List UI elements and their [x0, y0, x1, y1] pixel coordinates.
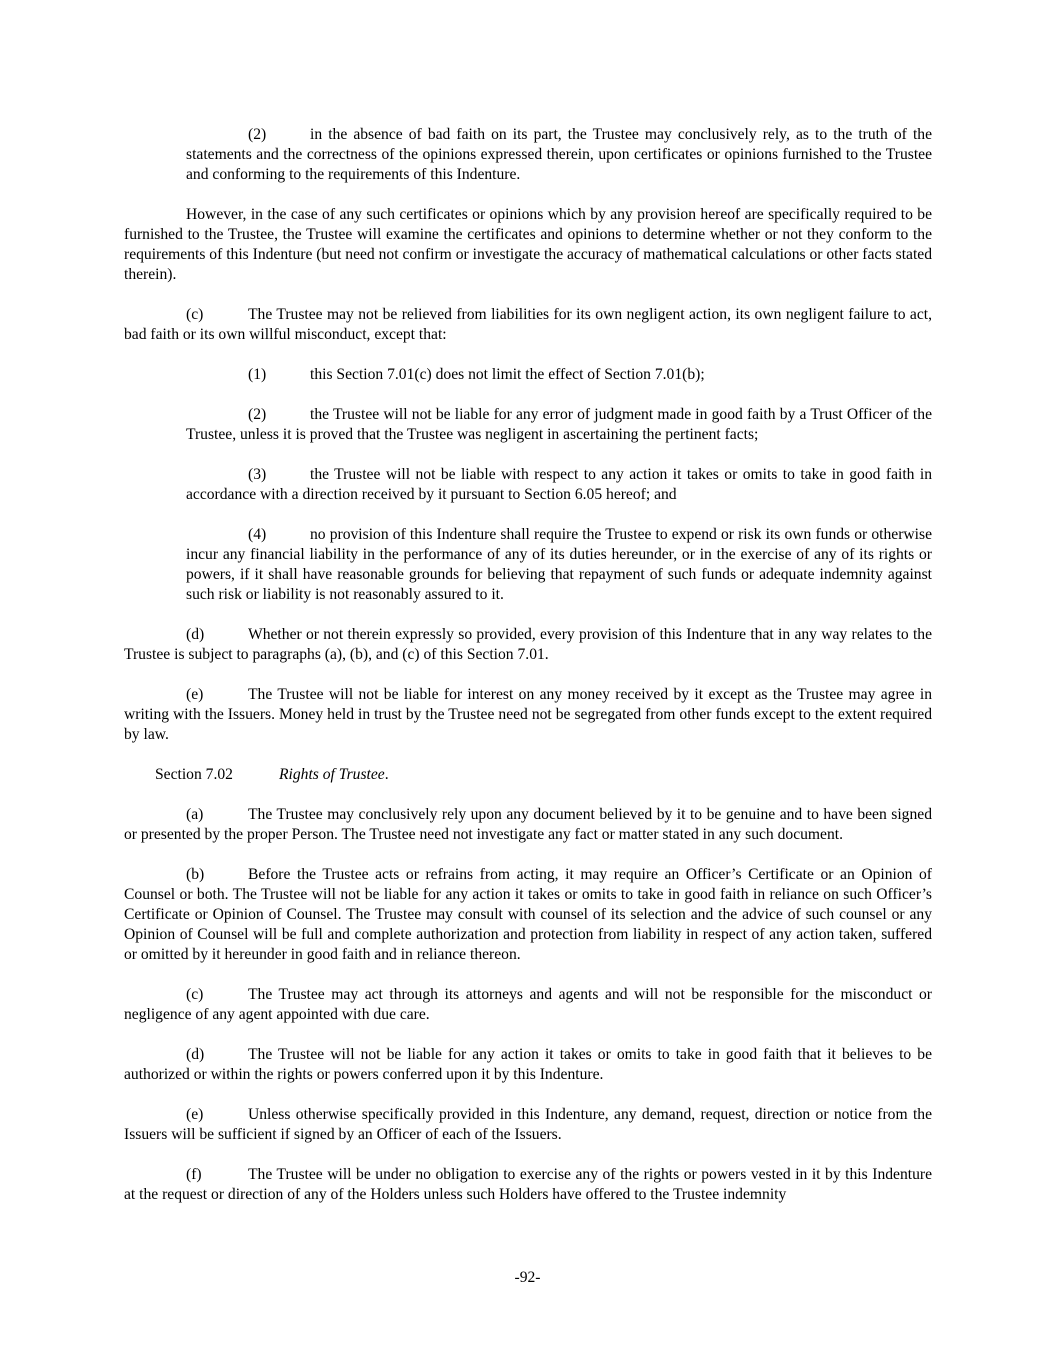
clause-e-tag: (e)	[186, 686, 204, 703]
rights-c-paragraph	[124, 985, 932, 1025]
clause-2-paragraph	[186, 125, 932, 185]
clause-2-tag: (2)	[248, 126, 267, 143]
rights-d-tag: (d)	[186, 1046, 205, 1063]
rights-a-text: The Trustee may conclusively rely upon any document believed by it to be genuine and to have been signed or presented by the proper Person. The Trustee need not investigate any fact or matter stated in any such document.	[124, 806, 932, 843]
clause-c1-text: this Section 7.01(c) does not limit the effect of Section 7.01(b);	[310, 366, 705, 383]
clause-c4-text: no provision of this Indenture shall require the Trustee to expend or risk its own funds or otherwise incur any financial liability in the performance of any of its duties hereunder, or in the exercise of any of its rights or powers, if it shall have reasonable grounds for believing that repayment of such funds or adequate indemnity against such risk or liability is not reasonably assured to it.	[186, 526, 932, 603]
clause-e-text: The Trustee will not be liable for interest on any money received by it except as the Trustee may agree in writing with the Issuers. Money held in trust by the Trustee need not be segregated from other funds except to the extent required by law.	[124, 686, 932, 743]
rights-b-tag: (b)	[186, 866, 205, 883]
page-number: -92-	[514, 1269, 541, 1286]
rights-e-text: Unless otherwise specifically provided in this Indenture, any demand, request, direction or notice from the Issuers will be sufficient if signed by an Officer of each of the Issuers.	[124, 1106, 932, 1143]
section-heading	[155, 765, 932, 785]
clause-c3-tag: (3)	[248, 466, 267, 483]
clause-2-text: in the absence of bad faith on its part, the Trustee may conclusively rely, as to the truth of the statements and the correctness of the opinions expressed therein, upon certificates or opinions furnished to the Trustee and conforming to the requirements of this Indenture.	[186, 126, 932, 183]
section-title: Rights of Trustee	[279, 766, 385, 783]
clause-c2-paragraph	[186, 405, 932, 445]
clause-e-paragraph	[124, 685, 932, 745]
clause-c3-paragraph	[186, 465, 932, 505]
section-title-suffix: .	[384, 766, 389, 783]
rights-a-paragraph	[124, 805, 932, 845]
rights-f-paragraph	[124, 1165, 932, 1205]
clause-d-tag: (d)	[186, 626, 205, 643]
rights-b-text: Before the Trustee acts or refrains from acting, it may require an Officer’s Certificate or an Opinion of Counsel or both. The Trustee will not be liable for any action it takes or omits to take in good faith in reliance on such Officer’s Certificate or Opinion of Counsel. The Trustee may consult with counsel of its selection and the advice of such counsel or any Opinion of Counsel will be full and complete authorization and protection from liability in respect of any action taken, suffered or omitted by it hereunder in good faith and in reliance thereon.	[124, 866, 932, 963]
rights-c-tag: (c)	[186, 986, 204, 1003]
page-content	[124, 125, 932, 1225]
rights-f-tag: (f)	[186, 1166, 202, 1183]
clause-c4-paragraph	[186, 525, 932, 605]
clause-c-tag: (c)	[186, 306, 204, 323]
rights-f-text: The Trustee will be under no obligation to exercise any of the rights or powers vested in it by this Indenture at the request or direction of any of the Holders unless such Holders have offered to the Trustee indemnity	[124, 1166, 932, 1203]
rights-b-paragraph	[124, 865, 932, 965]
clause-c-paragraph	[124, 305, 932, 345]
clause-c1-tag: (1)	[248, 366, 267, 383]
however-paragraph	[124, 205, 932, 285]
clause-c-text: The Trustee may not be relieved from liabilities for its own negligent action, its own negligent failure to act, bad faith or its own willful misconduct, except that:	[124, 306, 932, 343]
rights-c-text: The Trustee may act through its attorneys and agents and will not be responsible for the misconduct or negligence of any agent appointed with due care.	[124, 986, 932, 1023]
rights-a-tag: (a)	[186, 806, 204, 823]
clause-c3-text: the Trustee will not be liable with respect to any action it takes or omits to take in good faith in accordance with a direction received by it pursuant to Section 6.05 hereof; and	[186, 466, 932, 503]
rights-e-paragraph	[124, 1105, 932, 1145]
however-text: However, in the case of any such certificates or opinions which by any provision hereof are specifically required to be furnished to the Trustee, the Trustee will examine the certificates and opinions to determine whether or not they conform to the requirements of this Indenture (but need not confirm or investigate the accuracy of mathematical calculations or other facts stated therein).	[124, 206, 932, 283]
rights-d-text: The Trustee will not be liable for any action it takes or omits to take in good faith that it believes to be authorized or within the rights or powers conferred upon it by this Indenture.	[124, 1046, 932, 1083]
clause-c2-tag: (2)	[248, 406, 267, 423]
clause-d-paragraph	[124, 625, 932, 665]
clause-c2-text: the Trustee will not be liable for any error of judgment made in good faith by a Trust Officer of the Trustee, unless it is proved that the Trustee was negligent in ascertaining the pertinent facts;	[186, 406, 932, 443]
clause-c1-paragraph	[186, 365, 932, 385]
clause-c4-tag: (4)	[248, 526, 267, 543]
section-number: Section 7.02	[155, 766, 233, 783]
rights-d-paragraph	[124, 1045, 932, 1085]
clause-d-text: Whether or not therein expressly so provided, every provision of this Indenture that in any way relates to the Trustee is subject to paragraphs (a), (b), and (c) of this Section 7.01.	[124, 626, 932, 663]
rights-e-tag: (e)	[186, 1106, 204, 1123]
